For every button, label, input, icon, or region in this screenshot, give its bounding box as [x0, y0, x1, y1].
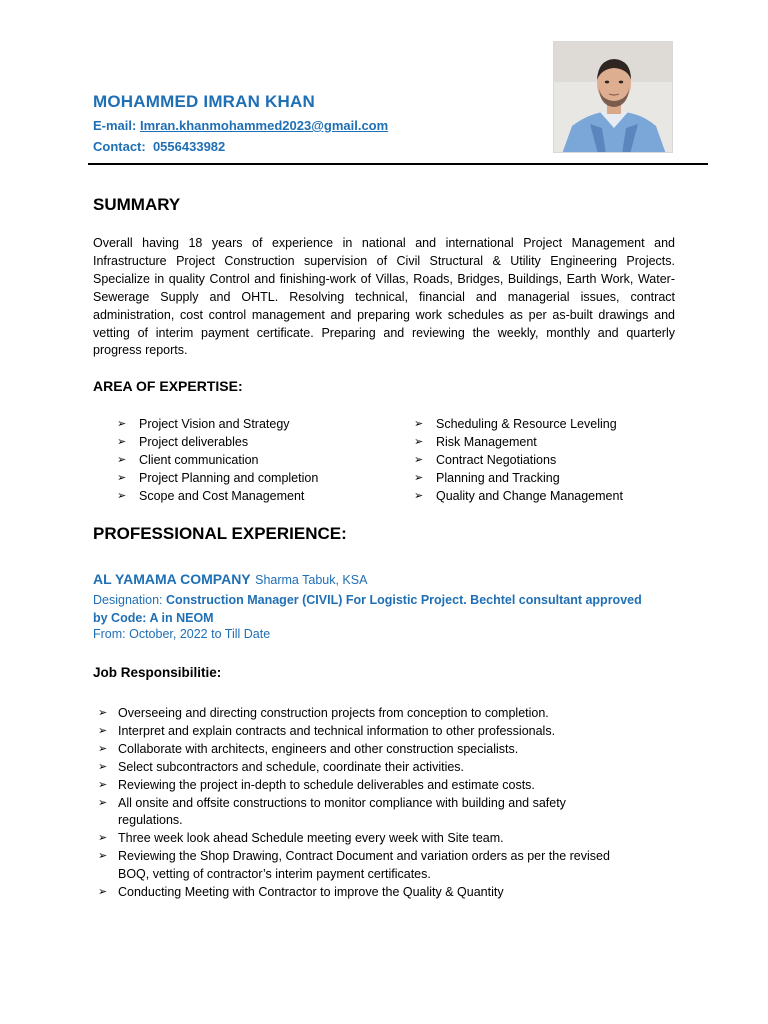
- responsibility-item: ➢ Collaborate with architects, engineers and other construction specialists.: [98, 741, 618, 759]
- arrow-bullet-icon: ➢: [414, 435, 424, 448]
- responsibilities-list: [98, 705, 618, 902]
- company-line: [93, 571, 367, 589]
- responsibility-item: ➢ Reviewing the Shop Drawing, Contract Document and variation orders as per the revised BOQ, vetting of contractor’s interim payment certificates.: [98, 849, 610, 882]
- arrow-bullet-icon: ➢: [414, 471, 424, 484]
- responsibility-item: ➢ Overseeing and directing construction projects from conception to completion.: [98, 705, 618, 723]
- expertise-item: ➢ Project Vision and Strategy: [117, 416, 318, 434]
- arrow-bullet-icon: ➢: [98, 707, 108, 719]
- arrow-bullet-icon: ➢: [98, 742, 108, 755]
- responsibilities-heading: Job Responsibilitie:: [93, 665, 222, 680]
- experience-heading: PROFESSIONAL EXPERIENCE:: [93, 524, 347, 543]
- arrow-bullet-icon: ➢: [117, 418, 127, 430]
- email-line: [93, 118, 388, 133]
- arrow-bullet-icon: ➢: [117, 435, 127, 448]
- company-name: AL YAMAMA COMPANY: [93, 571, 251, 587]
- expertise-item: ➢ Project Planning and completion: [117, 470, 318, 488]
- header-divider: [88, 163, 708, 165]
- email-label: E-mail:: [93, 118, 137, 133]
- expertise-item: ➢ Quality and Change Management: [414, 488, 623, 506]
- arrow-bullet-icon: ➢: [414, 418, 424, 430]
- expertise-item: ➢ Risk Management: [414, 434, 623, 452]
- candidate-name: MOHAMMED IMRAN KHAN: [93, 92, 315, 111]
- arrow-bullet-icon: ➢: [98, 796, 108, 809]
- designation: [93, 591, 653, 627]
- expertise-item: ➢ Contract Negotiations: [414, 452, 623, 470]
- expertise-item: ➢ Client communication: [117, 452, 318, 470]
- arrow-bullet-icon: ➢: [98, 832, 108, 845]
- responsibility-item: ➢ Three week look ahead Schedule meeting every week with Site team.: [98, 830, 618, 848]
- designation-label: Designation:: [93, 593, 163, 607]
- expertise-item: ➢ Project deliverables: [117, 434, 318, 452]
- arrow-bullet-icon: ➢: [98, 886, 108, 899]
- expertise-item: ➢ Scope and Cost Management: [117, 488, 318, 506]
- designation-value: Construction Manager (CIVIL) For Logistic Project. Bechtel consultant approved by Code: A in NEOM: [93, 593, 642, 625]
- expertise-list-right: [414, 416, 623, 506]
- contact-label: Contact:: [93, 139, 146, 154]
- company-location: Sharma Tabuk, KSA: [255, 573, 368, 587]
- arrow-bullet-icon: ➢: [98, 778, 108, 791]
- expertise-list-left: [117, 416, 318, 506]
- employment-period: From: October, 2022 to Till Date: [93, 627, 271, 641]
- profile-photo: [553, 41, 673, 153]
- expertise-item: ➢ Scheduling & Resource Leveling: [414, 416, 623, 434]
- expertise-heading: AREA OF EXPERTISE:: [93, 378, 243, 394]
- arrow-bullet-icon: ➢: [414, 453, 424, 466]
- expertise-item: ➢ Planning and Tracking: [414, 470, 623, 488]
- contact-line: [93, 139, 225, 154]
- arrow-bullet-icon: ➢: [98, 724, 108, 737]
- arrow-bullet-icon: ➢: [98, 850, 108, 863]
- responsibility-item: ➢ Interpret and explain contracts and technical information to other professionals.: [98, 723, 618, 741]
- summary-paragraph: Overall having 18 years of experience in national and international Project Management and Infrastructure Project Construction supervision of Civil Structural & Utility Engineering Projects. Specialize in quality Control and finishing-work of Villas, Roads, Bridges, Buildings, Earth Work, Water-Sewerage Supply and OHTL. Resolving technical, financial and managerial issues, contract administration, cost control management and preparing work schedules as per as-built drawings and vetting of interim payment certificate. Preparing and reviewing the weekly, monthly and quarterly progress reports.: [93, 236, 675, 358]
- responsibility-item: ➢ Reviewing the project in-depth to schedule deliverables and estimate costs.: [98, 777, 618, 795]
- arrow-bullet-icon: ➢: [98, 760, 108, 773]
- responsibility-item: ➢ All onsite and offsite constructions to monitor compliance with building and safety regulations.: [98, 795, 566, 828]
- summary-heading: SUMMARY: [93, 195, 181, 214]
- responsibility-item: ➢ Select subcontractors and schedule, coordinate their activities.: [98, 759, 618, 777]
- contact-number: 0556433982: [152, 139, 226, 154]
- responsibility-item: ➢ Conducting Meeting with Contractor to improve the Quality & Quantity: [98, 884, 618, 902]
- arrow-bullet-icon: ➢: [414, 489, 424, 502]
- arrow-bullet-icon: ➢: [117, 489, 127, 502]
- arrow-bullet-icon: ➢: [117, 471, 127, 484]
- arrow-bullet-icon: ➢: [117, 453, 127, 466]
- email-link[interactable]: Imran.khanmohammed2023@gmail.com: [139, 118, 389, 133]
